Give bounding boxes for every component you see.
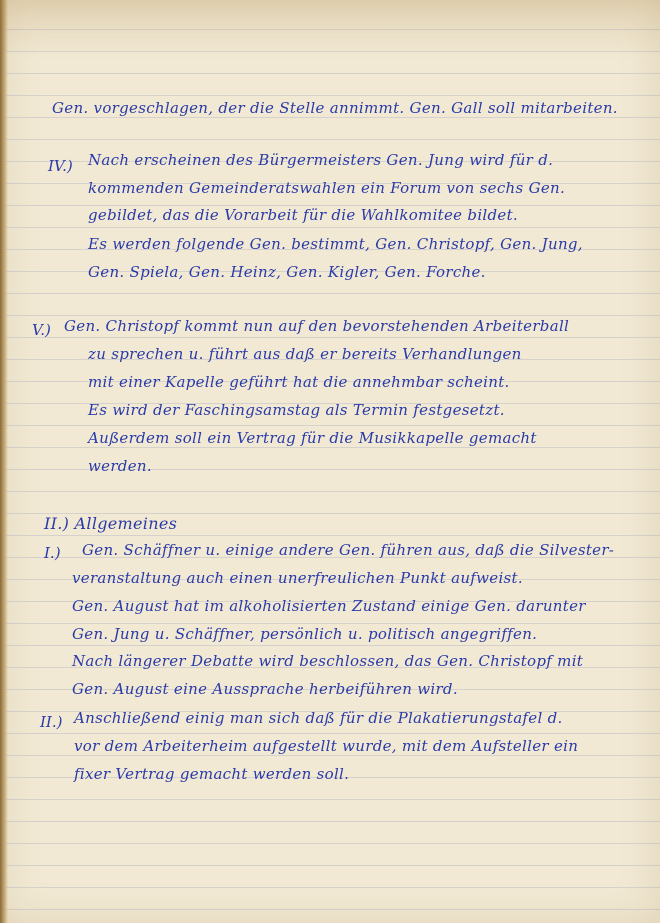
item-iv-line-1: Nach erscheinen des Bürgermeisters Gen. Jung wird für d. [88,151,554,169]
item-v-number: V.) [32,321,51,339]
intro-line: Gen. vorgeschlagen, der die Stelle annimmt. Gen. Gall soll mitarbeiten. [52,99,618,117]
page-stain [0,0,660,60]
section-ii-item-1-line-4: Gen. Jung u. Schäffner, persönlich u. politisch angegriffen. [72,625,538,643]
section-ii-item-1-line-3: Gen. August hat im alkoholisierten Zustand einige Gen. darunter [72,597,586,615]
item-v-line-1: Gen. Christopf kommt nun auf den bevorstehenden Arbeiterball [64,317,570,335]
item-iv-line-5: Gen. Spiela, Gen. Heinz, Gen. Kigler, Gen. Forche. [88,263,486,281]
item-v-line-6: werden. [88,457,152,475]
section-ii-item-2-number: II.) [40,713,63,731]
item-v-line-2: zu sprechen u. führt aus daß er bereits Verhandlungen [88,345,522,363]
item-iv-line-4: Es werden folgende Gen. bestimmt, Gen. Christopf, Gen. Jung, [88,235,583,253]
item-v-line-3: mit einer Kapelle geführt hat die annehmbar scheint. [88,373,510,391]
section-ii-item-2-line-3: fixer Vertrag gemacht werden soll. [74,765,350,783]
section-ii-item-2-line-1: Anschließend einig man sich daß für die Plakatierungstafel d. [74,709,563,727]
section-ii-item-1-line-2: veranstaltung auch einen unerfreulichen Punkt aufweist. [72,569,523,587]
item-v-line-4: Es wird der Faschingsamstag als Termin festgesetzt. [88,401,505,419]
section-ii-item-2-line-2: vor dem Arbeiterheim aufgestellt wurde, mit dem Aufsteller ein [74,737,579,755]
item-iv-line-3: gebildet, das die Vorarbeit für die Wahlkomitee bildet. [88,206,518,224]
item-iv-line-2: kommenden Gemeinderatswahlen ein Forum von sechs Gen. [88,179,566,197]
page-spine [0,0,8,923]
item-iv-number: IV.) [48,157,73,175]
section-ii-heading: II.) Allgemeines [44,514,178,533]
section-ii-item-1-line-6: Gen. August eine Aussprache herbeiführen wird. [72,680,458,698]
item-v-line-5: Außerdem soll ein Vertrag für die Musikkapelle gemacht [88,429,537,447]
section-ii-item-1-number: I.) [44,544,61,562]
section-ii-item-1-line-1: Gen. Schäffner u. einige andere Gen. führen aus, daß die Silvester- [82,541,615,559]
section-ii-item-1-line-5: Nach längerer Debatte wird beschlossen, das Gen. Christopf mit [72,652,584,670]
